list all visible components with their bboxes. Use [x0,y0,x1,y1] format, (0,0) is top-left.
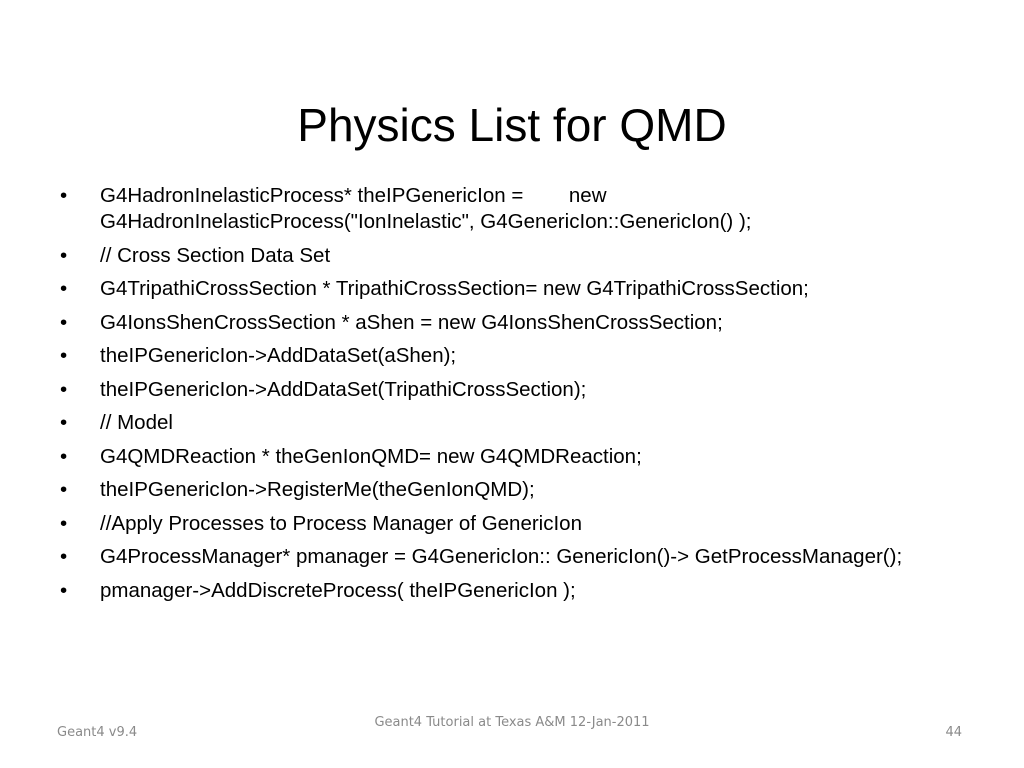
bullet-text: G4ProcessManager* pmanager = G4GenericIon:: GenericIon()-> GetProcessManager(); [100,545,903,568]
bullet-text: G4TripathiCrossSection * TripathiCrossSection= new G4TripathiCrossSection; [100,277,809,300]
bullet-item [60,243,960,269]
bullet-icon: • [60,184,68,207]
bullet-list [60,183,960,611]
bullet-text: pmanager->AddDiscreteProcess( theIPGenericIon ); [100,578,576,602]
bullet-item [60,578,960,604]
bullet-icon: • [60,344,68,367]
bullet-text: theIPGenericIon->RegisterMe(theGenIonQMD); [100,478,535,501]
bullet-icon: • [60,444,68,468]
bullet-icon: • [60,377,68,401]
footer-event: Geant4 Tutorial at Texas A&M 12-Jan-2011 [374,715,650,730]
bullet-icon: • [60,310,68,334]
bullet-text: theIPGenericIon->AddDataSet(aShen); [100,344,457,367]
page-number: 44 [945,725,962,740]
bullet-icon: • [60,511,68,535]
footer-version: Geant4 v9.4 [57,725,138,740]
bullet-icon: • [60,545,68,568]
bullet-item [60,276,960,302]
bullet-text: G4IonsShenCrossSection * aShen = new G4IonsShenCrossSection; [100,310,723,334]
bullet-item [60,477,960,503]
slide-title: Physics List for QMD [297,98,727,151]
bullet-text: theIPGenericIon->AddDataSet(TripathiCrossSection); [100,377,587,401]
bullet-icon: • [60,578,68,602]
bullet-item [60,444,960,470]
bullet-text: //Apply Processes to Process Manager of GenericIon [100,511,582,535]
bullet-text: G4HadronInelasticProcess* theIPGenericIon = new G4HadronInelasticProcess("IonInelastic", G4GenericIon::GenericIon() ); [100,184,752,233]
bullet-icon: • [60,478,68,501]
bullet-icon: • [60,411,68,434]
bullet-text: G4QMDReaction * theGenIonQMD= new G4QMDReaction; [100,444,642,468]
bullet-icon: • [60,243,68,267]
bullet-item [60,183,960,235]
bullet-item [60,410,960,436]
bullet-text: // Cross Section Data Set [100,243,331,267]
bullet-item [60,544,960,570]
bullet-item [60,377,960,403]
bullet-icon: • [60,277,68,300]
bullet-item [60,511,960,537]
bullet-item [60,310,960,336]
bullet-item [60,343,960,369]
bullet-text: // Model [100,411,173,434]
